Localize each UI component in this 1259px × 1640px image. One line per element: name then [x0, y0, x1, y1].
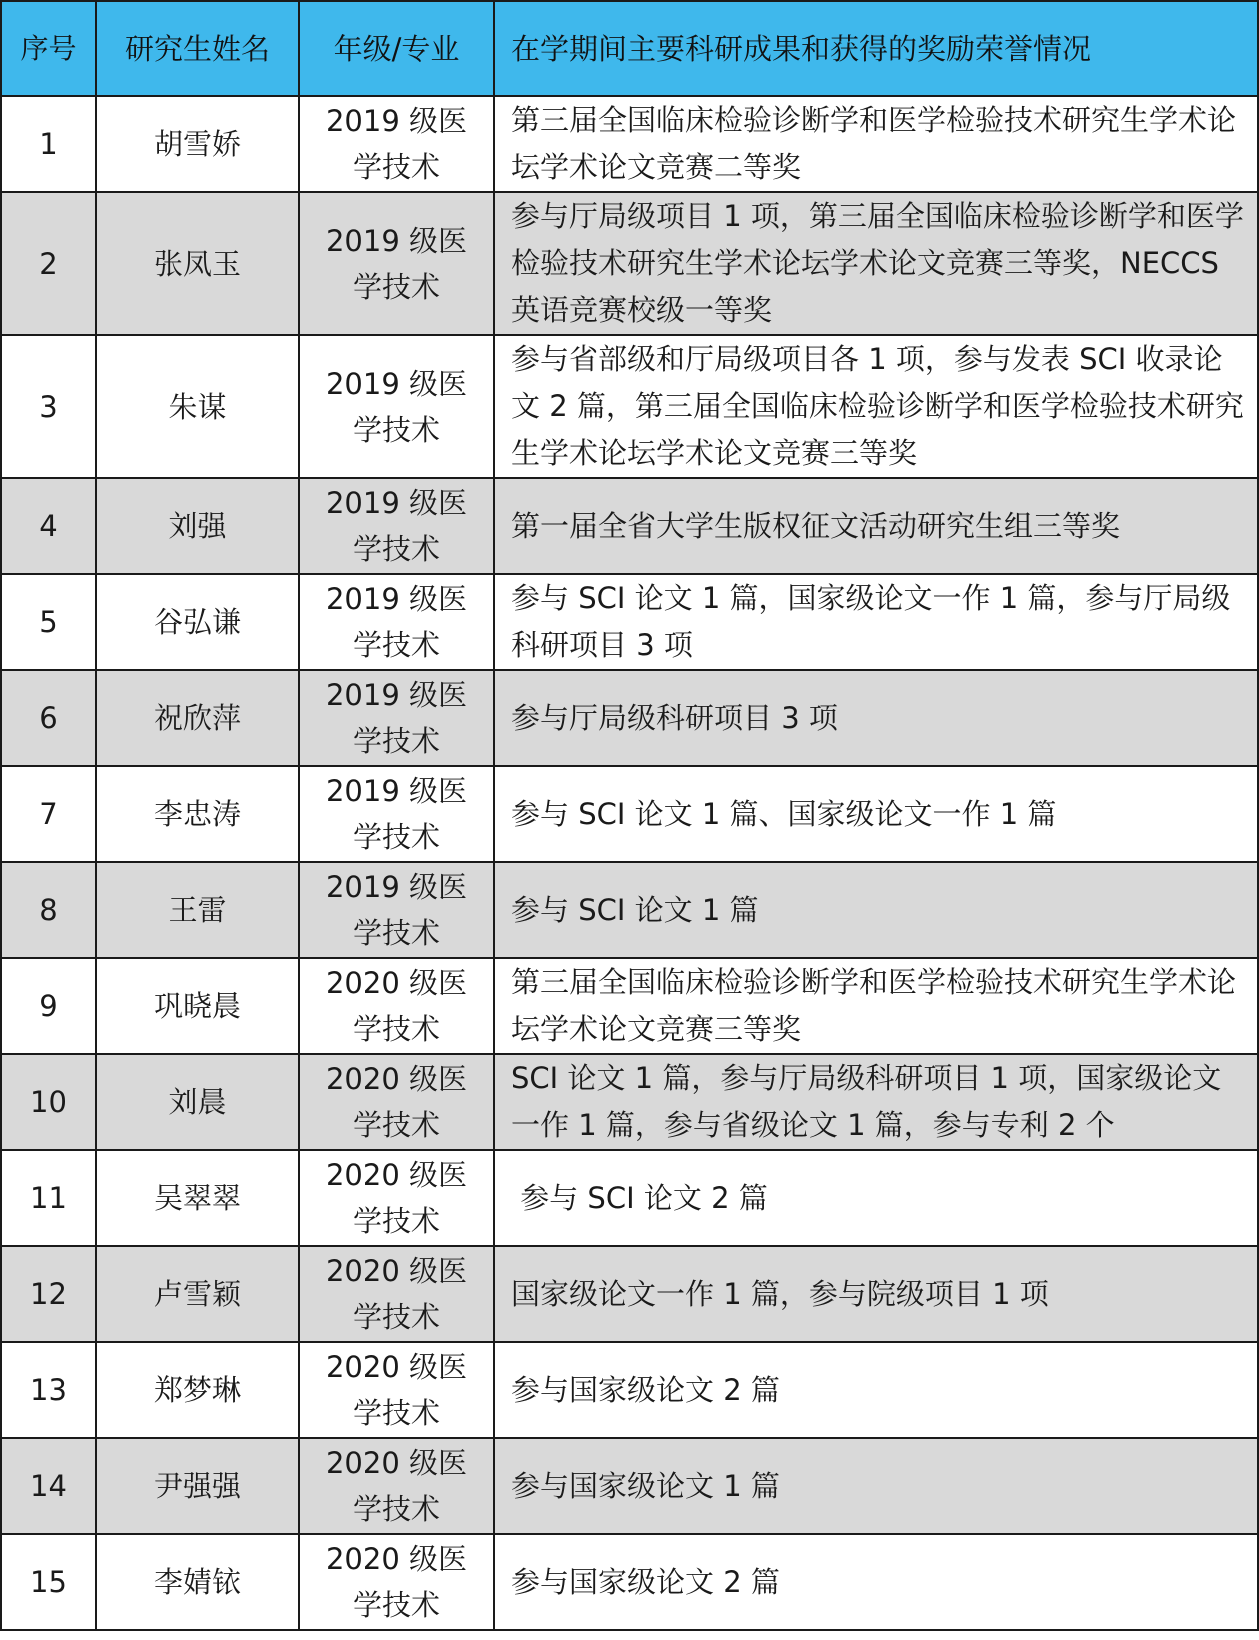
achievements-text: 第三届全国临床检验诊断学和医学检验技术研究生学术论坛学术论文竞赛三等奖	[494, 958, 1258, 1054]
table-row	[1, 192, 1258, 335]
student-name: 祝欣萍	[96, 670, 299, 766]
achievements-text: 参与 SCI 论文 2 篇	[494, 1150, 1258, 1246]
grade-major: 2019 级医学技术	[299, 574, 494, 670]
header-achievements: 在学期间主要科研成果和获得的奖励荣誉情况	[494, 1, 1258, 96]
row-index: 7	[1, 766, 96, 862]
table-row	[1, 670, 1258, 766]
student-name: 郑梦琳	[96, 1342, 299, 1438]
grade-major: 2020 级医学技术	[299, 1246, 494, 1342]
row-index: 1	[1, 96, 96, 192]
table-row	[1, 1342, 1258, 1438]
table-row	[1, 574, 1258, 670]
table-row	[1, 96, 1258, 192]
header-grade-major: 年级/专业	[299, 1, 494, 96]
grade-major: 2020 级医学技术	[299, 1150, 494, 1246]
achievements-text: 国家级论文一作 1 篇，参与院级项目 1 项	[494, 1246, 1258, 1342]
grade-major: 2019 级医学技术	[299, 862, 494, 958]
table-row	[1, 1246, 1258, 1342]
table-row	[1, 1438, 1258, 1534]
achievements-text: 参与国家级论文 2 篇	[494, 1342, 1258, 1438]
table-row	[1, 1534, 1258, 1630]
grade-major: 2020 级医学技术	[299, 1054, 494, 1150]
achievements-text: 参与国家级论文 1 篇	[494, 1438, 1258, 1534]
grade-major: 2019 级医学技术	[299, 766, 494, 862]
student-name: 尹强强	[96, 1438, 299, 1534]
grade-major: 2019 级医学技术	[299, 670, 494, 766]
student-name: 王雷	[96, 862, 299, 958]
student-name: 朱谋	[96, 335, 299, 478]
grade-major: 2020 级医学技术	[299, 1534, 494, 1630]
row-index: 3	[1, 335, 96, 478]
row-index: 4	[1, 478, 96, 574]
student-name: 张凤玉	[96, 192, 299, 335]
achievements-text: 参与 SCI 论文 1 篇	[494, 862, 1258, 958]
grade-major: 2019 级医学技术	[299, 96, 494, 192]
grade-major: 2020 级医学技术	[299, 1342, 494, 1438]
grade-major: 2019 级医学技术	[299, 478, 494, 574]
table-row	[1, 1054, 1258, 1150]
table-row	[1, 478, 1258, 574]
student-name: 巩晓晨	[96, 958, 299, 1054]
row-index: 5	[1, 574, 96, 670]
student-name: 刘晨	[96, 1054, 299, 1150]
achievements-text: 参与 SCI 论文 1 篇，国家级论文一作 1 篇，参与厅局级科研项目 3 项	[494, 574, 1258, 670]
achievements-text: 参与省部级和厅局级项目各 1 项，参与发表 SCI 收录论文 2 篇，第三届全国临床检验诊断学和医学检验技术研究生学术论坛学术论文竞赛三等奖	[494, 335, 1258, 478]
row-index: 8	[1, 862, 96, 958]
achievements-text: 参与国家级论文 2 篇	[494, 1534, 1258, 1630]
student-name: 李忠涛	[96, 766, 299, 862]
table-row	[1, 958, 1258, 1054]
row-index: 15	[1, 1534, 96, 1630]
grade-major: 2019 级医学技术	[299, 192, 494, 335]
achievements-text: 第三届全国临床检验诊断学和医学检验技术研究生学术论坛学术论文竞赛二等奖	[494, 96, 1258, 192]
header-index: 序号	[1, 1, 96, 96]
grade-major: 2020 级医学技术	[299, 958, 494, 1054]
row-index: 13	[1, 1342, 96, 1438]
row-index: 6	[1, 670, 96, 766]
student-name: 谷弘谦	[96, 574, 299, 670]
grade-major: 2019 级医学技术	[299, 335, 494, 478]
table-row	[1, 1150, 1258, 1246]
achievements-text: SCI 论文 1 篇，参与厅局级科研项目 1 项，国家级论文一作 1 篇，参与省级论文 1 篇，参与专利 2 个	[494, 1054, 1258, 1150]
row-index: 12	[1, 1246, 96, 1342]
student-name: 卢雪颖	[96, 1246, 299, 1342]
header-student-name: 研究生姓名	[96, 1, 299, 96]
row-index: 11	[1, 1150, 96, 1246]
achievements-text: 参与厅局级项目 1 项，第三届全国临床检验诊断学和医学检验技术研究生学术论坛学术论文竞赛三等奖，NECCS 英语竞赛校级一等奖	[494, 192, 1258, 335]
row-index: 14	[1, 1438, 96, 1534]
student-name: 吴翠翠	[96, 1150, 299, 1246]
row-index: 9	[1, 958, 96, 1054]
grade-major: 2020 级医学技术	[299, 1438, 494, 1534]
achievements-text: 参与 SCI 论文 1 篇、国家级论文一作 1 篇	[494, 766, 1258, 862]
header-row	[1, 1, 1258, 96]
row-index: 2	[1, 192, 96, 335]
achievements-text: 第一届全省大学生版权征文活动研究生组三等奖	[494, 478, 1258, 574]
table-row	[1, 766, 1258, 862]
student-name: 胡雪娇	[96, 96, 299, 192]
student-name: 刘强	[96, 478, 299, 574]
table-row	[1, 862, 1258, 958]
row-index: 10	[1, 1054, 96, 1150]
student-name: 李婧铱	[96, 1534, 299, 1630]
achievements-text: 参与厅局级科研项目 3 项	[494, 670, 1258, 766]
table-row	[1, 335, 1258, 478]
